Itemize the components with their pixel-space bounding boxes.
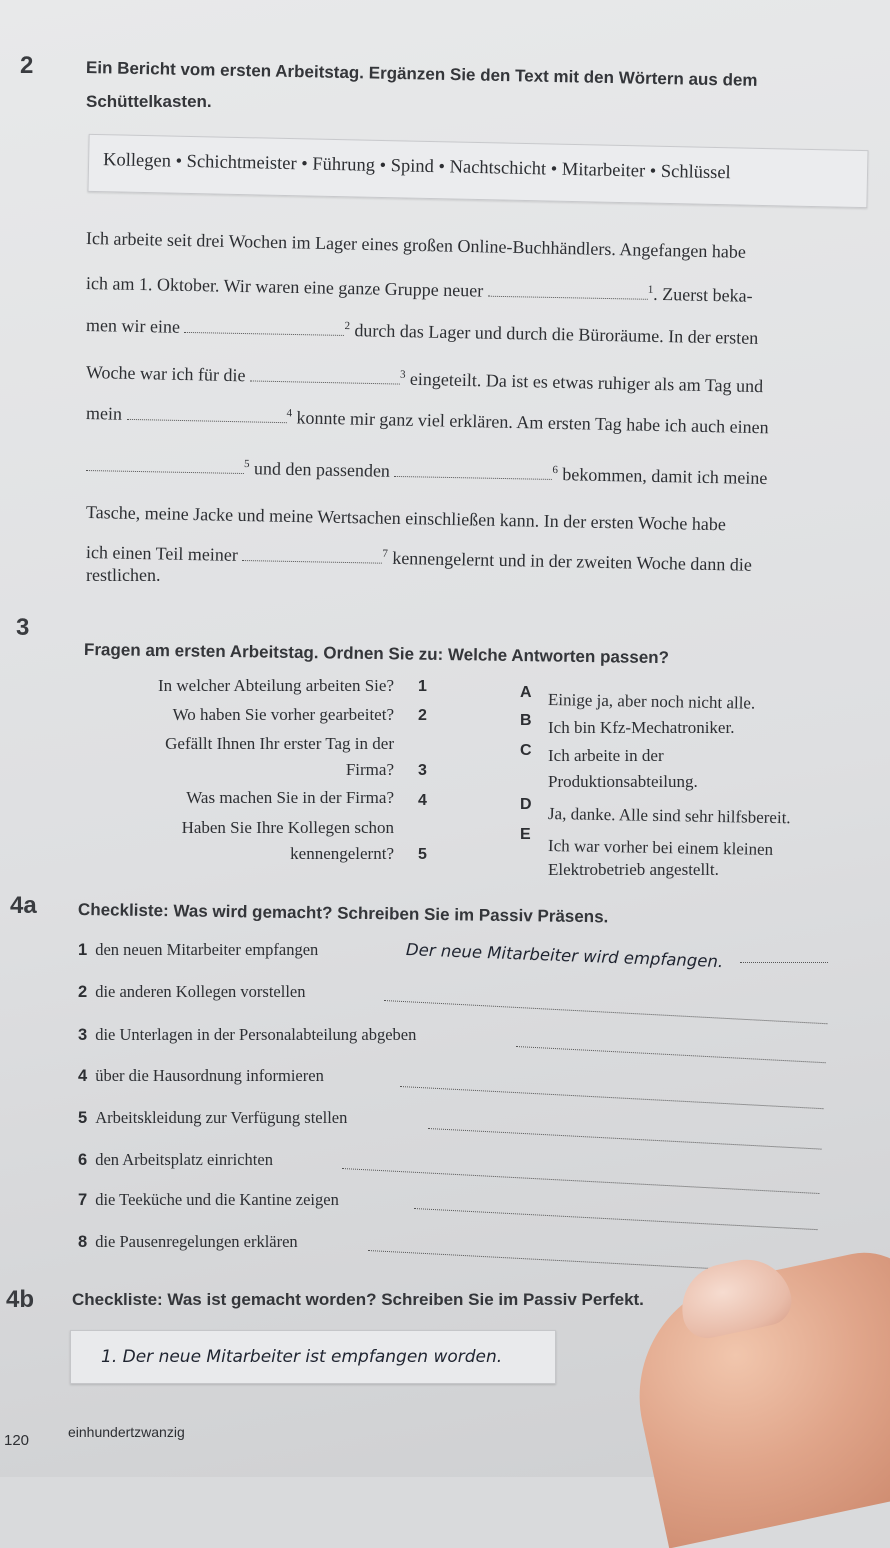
answer-d: Ja, danke. Alle sind sehr hilfsbereit. bbox=[547, 804, 791, 828]
question-3-line1: Gefällt Ihnen Ihr erster Tag in der bbox=[165, 734, 394, 753]
task-2-line-8: ich einen Teil meiner $^7$ kennengelernt und in der zweiten Woche dann die bbox=[85, 542, 753, 575]
answer-c-line2: Produktionsabteilung. bbox=[548, 772, 698, 791]
checklist-item-8: 8 die Pausenregelungen erklären bbox=[78, 1232, 298, 1251]
answer-c-line1: Ich arbeite in der bbox=[548, 746, 664, 765]
answer-letter-d: D bbox=[520, 796, 532, 813]
task-4b-title: Checkliste: Was ist gemacht worden? Schreiben Sie im Passiv Perfekt. bbox=[72, 1290, 644, 1309]
gap-6[interactable] bbox=[394, 475, 552, 480]
checklist-item-7: 7 die Teeküche und die Kantine zeigen bbox=[78, 1190, 339, 1209]
question-number-3: 3 bbox=[418, 762, 427, 779]
question-5-line2: kennengelernt? bbox=[290, 844, 394, 863]
task-2-line-5: mein $^4$ konnte mir ganz viel erklären. Am ersten Tag habe ich auch einen bbox=[85, 403, 769, 438]
task-4b-answer[interactable]: 1. Der neue Mitarbeiter ist empfangen worden. bbox=[101, 1347, 503, 1367]
checklist-item-3: 3 die Unterlagen in der Personalabteilung abgeben bbox=[78, 1025, 417, 1044]
answer-e-line2: Elektrobetrieb angestellt. bbox=[548, 860, 719, 879]
page-corner-shadow bbox=[638, 6, 878, 46]
answer-a: Einige ja, aber noch nicht alle. bbox=[547, 690, 756, 713]
answer-line-7[interactable] bbox=[414, 1208, 817, 1230]
question-number-4: 4 bbox=[418, 792, 427, 809]
answer-line-2[interactable] bbox=[384, 1000, 827, 1024]
answer-line-1 bbox=[740, 962, 828, 963]
answer-b: Ich bin Kfz-Mechatroniker. bbox=[548, 718, 735, 737]
gap-5[interactable] bbox=[86, 469, 244, 474]
question-4: Was machen Sie in der Firma? bbox=[186, 788, 394, 807]
question-3-line2: Firma? bbox=[345, 760, 394, 779]
question-5-line1: Haben Sie Ihre Kollegen schon bbox=[181, 818, 394, 837]
question-number-1: 1 bbox=[418, 678, 427, 695]
answer-e-line1: Ich war vorher bei einem kleinen bbox=[547, 836, 774, 859]
answer-line-6[interactable] bbox=[342, 1168, 819, 1194]
answer-letter-c: C bbox=[520, 742, 532, 759]
question-2: Wo haben Sie vorher gearbeitet? bbox=[172, 705, 394, 724]
task-2-title-line2: Schüttelkasten. bbox=[86, 92, 212, 111]
question-number-2: 2 bbox=[418, 707, 427, 724]
task-4a-title: Checkliste: Was wird gemacht? Schreiben Sie im Passiv Präsens. bbox=[77, 900, 609, 927]
checklist-item-5: 5 Arbeitskleidung zur Verfügung stellen bbox=[78, 1108, 348, 1127]
answer-letter-b: B bbox=[520, 712, 532, 729]
word-box bbox=[87, 134, 868, 208]
task-4b-number: 4b bbox=[6, 1286, 35, 1313]
task-2-line-1: Ich arbeite seit drei Wochen im Lager eines großen Online-Buchhändlers. Angefangen habe bbox=[85, 228, 747, 262]
page-number: 120 bbox=[4, 1432, 30, 1449]
task-2-line-9: restlichen. bbox=[86, 565, 161, 585]
task-2-title-line1: Ein Bericht vom ersten Arbeitstag. Ergänzen Sie den Text mit den Wörtern aus dem bbox=[85, 58, 758, 90]
gap-4[interactable] bbox=[126, 418, 286, 423]
task-2-number: 2 bbox=[20, 52, 34, 79]
gap-2[interactable] bbox=[184, 331, 344, 336]
checklist-item-2: 2 die anderen Kollegen vorstellen bbox=[78, 982, 306, 1001]
question-1: In welcher Abteilung arbeiten Sie? bbox=[157, 676, 394, 695]
task-3-title: Fragen am ersten Arbeitstag. Ordnen Sie zu: Welche Antworten passen? bbox=[83, 640, 670, 668]
checklist-answer-1[interactable]: Der neue Mitarbeiter wird empfangen. bbox=[405, 940, 724, 972]
task-2-line-3: men wir eine $^2$ durch das Lager und durch die Büroräume. In der ersten bbox=[85, 315, 759, 348]
task-3-number: 3 bbox=[16, 614, 30, 641]
answer-line-5[interactable] bbox=[428, 1128, 822, 1150]
answer-letter-a: A bbox=[520, 684, 532, 701]
answer-line-4[interactable] bbox=[400, 1086, 823, 1109]
checklist-item-6: 6 den Arbeitsplatz einrichten bbox=[78, 1150, 273, 1169]
task-4a-number: 4a bbox=[10, 892, 37, 919]
question-number-5: 5 bbox=[418, 846, 427, 863]
word-box-text: Kollegen • Schichtmeister • Führung • Spind • Nachtschicht • Mitarbeiter • Schlüssel bbox=[102, 150, 731, 184]
checklist-item-1: 1 den neuen Mitarbeiter empfangen bbox=[78, 940, 319, 959]
answer-line-3[interactable] bbox=[516, 1046, 826, 1063]
page-number-word: einhundertzwanzig bbox=[68, 1424, 185, 1440]
checklist-item-4: 4 über die Hausordnung informieren bbox=[78, 1066, 324, 1085]
gap-3[interactable] bbox=[250, 379, 400, 384]
task-2-line-4: Woche war ich für die $^3$ eingeteilt. Da ist es etwas ruhiger als am Tag und bbox=[85, 362, 764, 397]
answer-letter-e: E bbox=[520, 826, 531, 843]
gap-7[interactable] bbox=[242, 559, 382, 564]
task-2-line-7: Tasche, meine Jacke und meine Wertsachen einschließen kann. In der ersten Woche habe bbox=[85, 502, 727, 535]
task-2-line-2: ich am 1. Oktober. Wir waren eine ganze Gruppe neuer $^1$. Zuerst beka- bbox=[85, 273, 753, 306]
task-4b-answer-box bbox=[70, 1330, 556, 1384]
gap-1[interactable] bbox=[488, 295, 648, 300]
task-2-line-6: $^5$ und den passenden $^6$ bekommen, damit ich meine bbox=[86, 455, 768, 489]
